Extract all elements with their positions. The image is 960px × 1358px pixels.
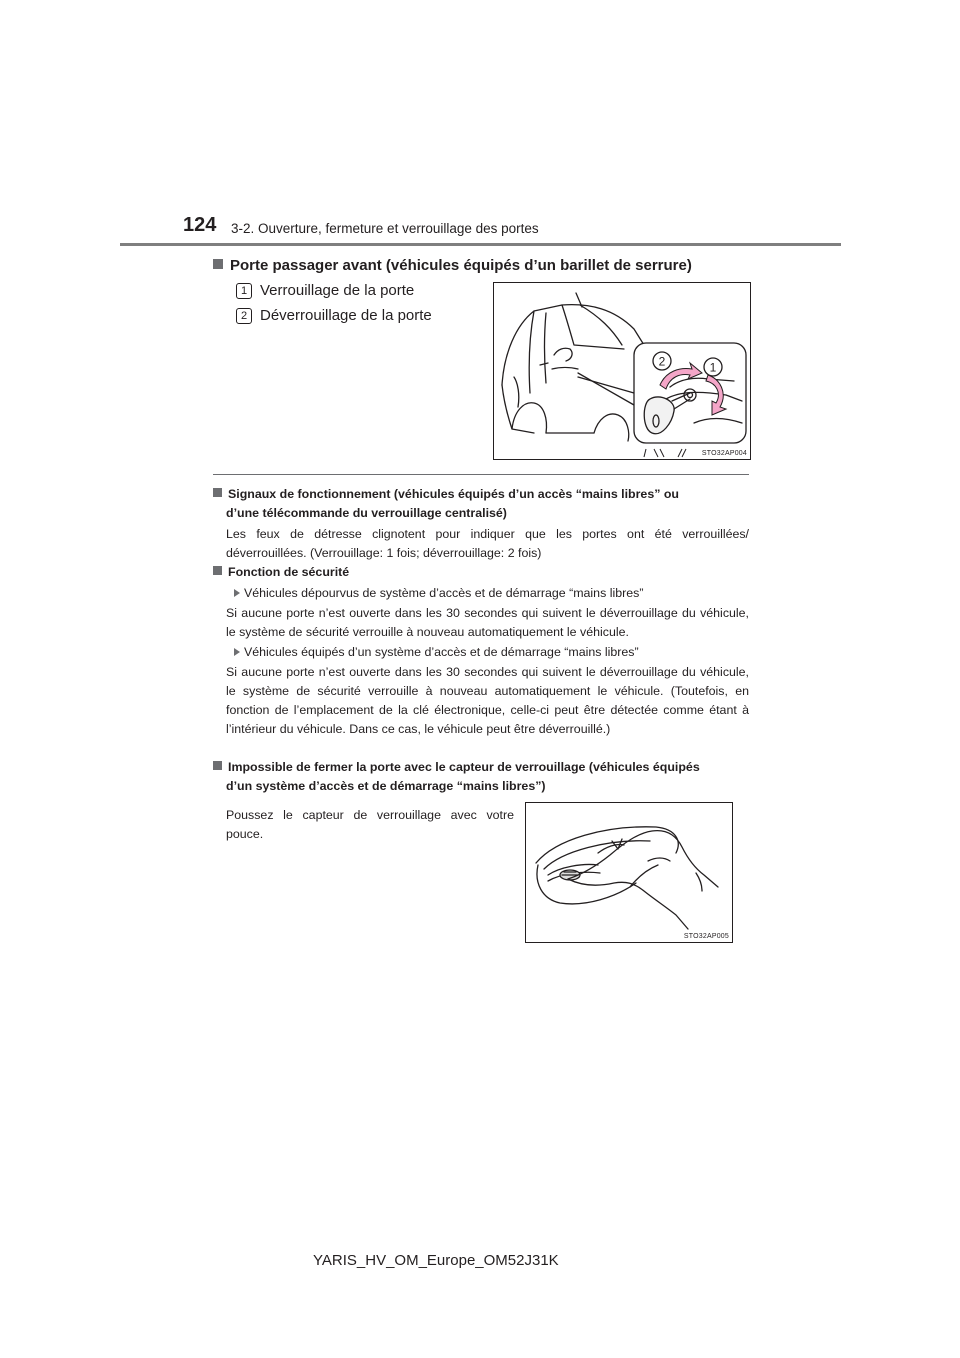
car-door-key-illustration [494,283,750,459]
callout-lock: 1 [709,360,717,375]
page-number: 124 [183,214,217,236]
square-bullet-icon [213,566,222,575]
step-label-unlock: Déverrouillage de la porte [260,307,432,324]
square-bullet-icon [213,488,222,497]
security-case1-label-text: Véhicules dépourvus de système d’accès et de démarrage “mains libres” [244,586,644,600]
figure-code: STO32AP005 [683,933,729,940]
step-unlock [236,307,432,324]
footer-document-id: YARIS_HV_OM_Europe_OM52J31K [313,1252,559,1269]
square-bullet-icon [213,761,222,770]
figure-code: STO32AP004 [701,450,747,457]
security-case2-label-text: Véhicules équipés d’un système d’accès et de démarrage “mains libres” [244,645,639,659]
lock-sensor-illustration [526,803,732,942]
security-case1-label [234,586,643,600]
callout-unlock: 2 [658,354,666,369]
triangle-bullet-icon [234,648,240,656]
triangle-bullet-icon [234,589,240,597]
section-title [213,257,692,274]
step-lock [236,282,414,299]
security-title: Fonction de sécurité [228,565,350,579]
impossible-title-line2: d’un système d’accès et de démarrage “mains libres”) [226,779,546,793]
impossible-heading [213,758,749,796]
lock-sensor-figure [525,802,733,943]
section-divider [213,474,749,475]
car-door-key-figure [493,282,751,460]
signals-title-line1: Signaux de fonctionnement (véhicules équipés d’un accès “mains libres” ou [228,487,679,501]
impossible-body: Poussez le capteur de verrouillage avec votre pouce. [226,808,514,841]
section-title-text: Porte passager avant (véhicules équipés d’un barillet de serrure) [230,257,692,274]
security-heading [213,563,749,582]
square-bullet-icon [213,259,223,269]
chapter-title: 3-2. Ouverture, fermeture et verrouillage des portes [231,221,539,236]
security-case1-body: Si aucune porte n’est ouverte dans les 30 secondes qui suivent le déverrouillage du véhicule, le système de sécurité verrouille à nouveau automatiquement le véhicule. [226,606,749,639]
signals-body: Les feux de détresse clignotent pour indiquer que les portes ont été verrouillées/ déverrouillées. (Verrouillage: 1 fois; déverrouillage: 2 fois) [226,527,749,560]
step-label-lock: Verrouillage de la porte [260,282,415,299]
security-case2-label [234,645,639,659]
header-rule [120,243,841,246]
impossible-title-line1: Impossible de fermer la porte avec le capteur de verrouillage (véhicules équipés [228,760,700,774]
signals-title-line2: d’une télécommande du verrouillage centralisé) [226,506,507,520]
signals-heading [213,485,749,523]
security-case2-body: Si aucune porte n’est ouverte dans les 30 secondes qui suivent le déverrouillage du véhicule, le système de sécurité verrouille à nouveau automatiquement le véhicule. (Toutefois, en fonction de l’emplacement de la clé électronique, celle-ci peut être détectée comme étant à l’intérieur du véhicule. Dans ce cas, le véhicule peut être déverrouillé.) [226,665,749,736]
step-number-1: 1 [236,283,252,299]
step-number-2: 2 [236,308,252,324]
